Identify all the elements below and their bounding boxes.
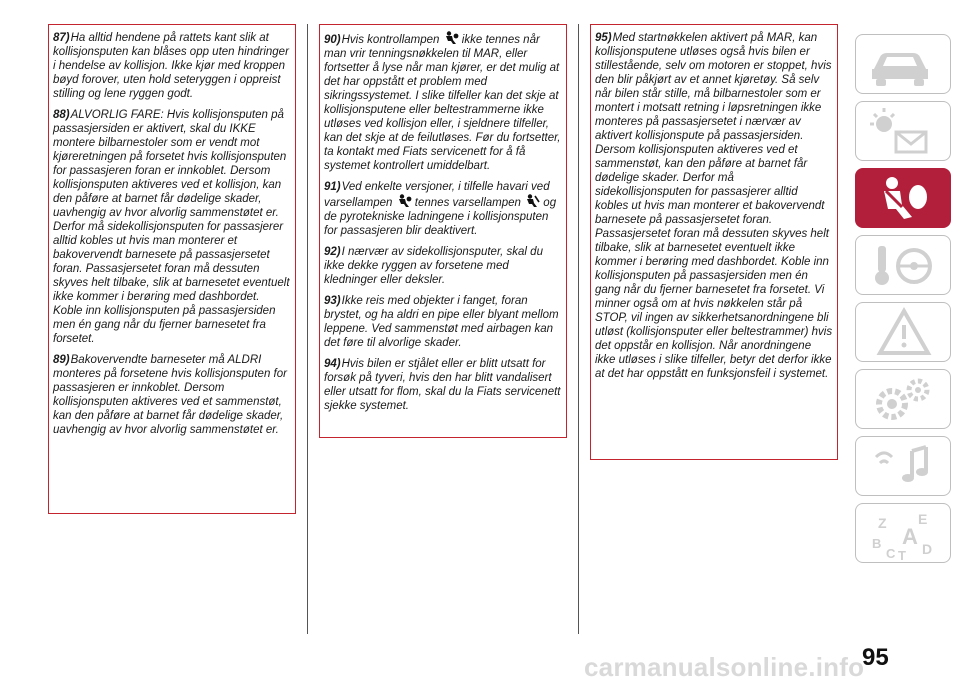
note-93: 93)Ikke reis med objekter i fanget, foran brystet, og ha aldri en pipe eller blyant mellom leppene. Ved sammenstøt med airbagen kan det føre til alvorlige skader. — [324, 295, 559, 349]
index-letter: C — [886, 546, 896, 561]
index-letter: Z — [878, 515, 887, 531]
car-icon — [856, 35, 952, 95]
warning-triangle-icon — [856, 303, 952, 363]
tab-emergency[interactable] — [855, 302, 951, 362]
page-number: 95 — [862, 644, 889, 671]
note-90: 90)Hvis kontrollampen ikke tennes når man vrir tenningsnøkkelen til MAR, eller fortsetter å lyse når man kjører, er det mulig at det har oppstått et problem med sikringssystemet. I slike tilfeller kan det skje at kollisjonsputene eller beltestrammerne ikke utløses ved kollisjon eller, i sjeldnere tilfeller, kan det skje at de feilutløses. Før du fortsetter, ta kontakt med Fiats servicenett for å få systemet kontrollert umiddelbart. — [324, 31, 562, 173]
warning-box-right — [590, 24, 838, 460]
tab-vehicle[interactable] — [855, 34, 951, 94]
tab-maintenance[interactable] — [855, 369, 951, 429]
index-letter: D — [922, 541, 933, 557]
passenger-airbag-off-icon — [524, 194, 540, 208]
airbag-warning-light-icon — [443, 31, 459, 45]
note-94: 94)Hvis bilen er stjålet eller er blitt utsatt for forsøk på tyveri, hvis den har blitt vandalisert eller utsatt for flom, skal du la Fiats servicenett sjekke systemet. — [324, 358, 561, 412]
note-95: 95)Med startnøkkelen aktivert på MAR, kan kollisjonsputene utløses også hvis bilen er stillestående, selv om motoren er stoppet, hvis den blir påkjørt av et annet kjøretøy. Så selv når bilen står stille, må bilbarnestoler som er montert i motsatt retning i løpsretningen ikke monteres på passasjersetet i nærvær av aktivert kollisjonspute på passasjersiden. Dersom kollisjonsputen aktiveres ved et sammenstøt, kan den påføre at barnet får dødelige skader. Derfor må sidekollisjonsputen for passasjerer alltid kobles ut hvis man monterer et bakovervendt barnesete på passasjersetet foran. Passasjersetet foran må dessuten skyves helt tilbake, slik at barnesetet eventuelt ikke kommer i berøring med dashbordet. Koble inn kollisjonsputen på passasjersiden men én gang når du fjerner barnesetet fra forsetet. Vi minner også om at hvis nøkkelen står på STOP, vil ingen av sikkerhetsanordningene bli utløst (kollisjonsputer eller beltestrammer) hvis det oppstår en kollisjon. Når anordningene ikke utløses i slike tilfeller, betyr det derfor ikke at det har oppstått en funksjonsfeil i systemet. — [595, 32, 833, 380]
index-letters-icon — [856, 504, 952, 564]
warning-box-left — [48, 24, 296, 514]
note-91: 91)Ved enkelte versjoner, i tilfelle havari ved varsellampen tennes varsellampen og de pyrotekniske ladningene i kollisjonsputen for passasjeren blir deaktivert. — [324, 181, 557, 237]
dashboard-lights-icon — [856, 102, 952, 162]
index-letter: E — [918, 511, 928, 527]
warning-box-middle — [319, 24, 567, 438]
tab-dashboard-lights[interactable] — [855, 101, 951, 161]
index-letter: A — [902, 524, 918, 549]
airbag-warning-light-icon — [396, 194, 412, 208]
tab-starting-driving[interactable] — [855, 235, 951, 295]
gears-icon — [856, 370, 952, 430]
media-icon — [856, 437, 952, 497]
watermark: carmanualsonline.info — [584, 652, 865, 682]
index-letter: B — [872, 536, 882, 551]
tab-safety[interactable] — [855, 168, 951, 228]
airbag-seatbelt-icon — [856, 169, 952, 229]
tab-multimedia[interactable] — [855, 436, 951, 496]
key-steering-wheel-icon — [856, 236, 952, 296]
tab-index[interactable] — [855, 503, 951, 563]
column-divider — [307, 24, 308, 634]
column-divider — [578, 24, 579, 634]
note-92: 92)I nærvær av sidekollisjonsputer, skal du ikke dekke ryggen av forsetene med kledninger eller deksler. — [324, 246, 543, 286]
index-letter: T — [898, 548, 906, 563]
note-88: 88)ALVORLIG FARE: Hvis kollisjonsputen på passasjersiden er aktivert, skal du IKKE montere bilbarnestoler som er vendt mot kjøreretningen på forsetet hvis kollisjonsputen for passasjeren foran er innkoblet. Dersom kollisjonsputen aktiveres ved et kollisjon, kan den påføre at barnet får dødelige skader, uavhengig av hvor alvorlig sammenstøtet er. Derfor må sidekollisjonsputen for passasjerer alltid kobles ut hvis man monterer et bakovervendt barnesete på passasjersetet foran. Passasjersetet foran må dessuten skyves helt tilbake, slik at barnesetet eventuelt ikke kommer i berøring med dashbordet. Koble inn kollisjonsputen på passasjersiden men én gang når du fjerner barnesetet fra forsetet. — [53, 109, 290, 345]
note-87: 87)Ha alltid hendene på rattets kant slik at kollisjonsputen kan blåses opp uten hindringer i hendelse av kollisjon. Ikke kjør med kroppen bøyd forover, uten hold seteryggen i oppreist stilling og lene ryggen godt. — [53, 32, 289, 100]
note-89: 89)Bakovervendte barneseter må ALDRI monteres på forsetene hvis kollisjonsputen for passasjeren er innkoblet. Dersom kollisjonsputen aktiveres ved et sammenstøt, kan den påføre at barnet får dødelige skader, uavhengig av hvor alvorlig sammenstøtet er. — [53, 354, 287, 436]
